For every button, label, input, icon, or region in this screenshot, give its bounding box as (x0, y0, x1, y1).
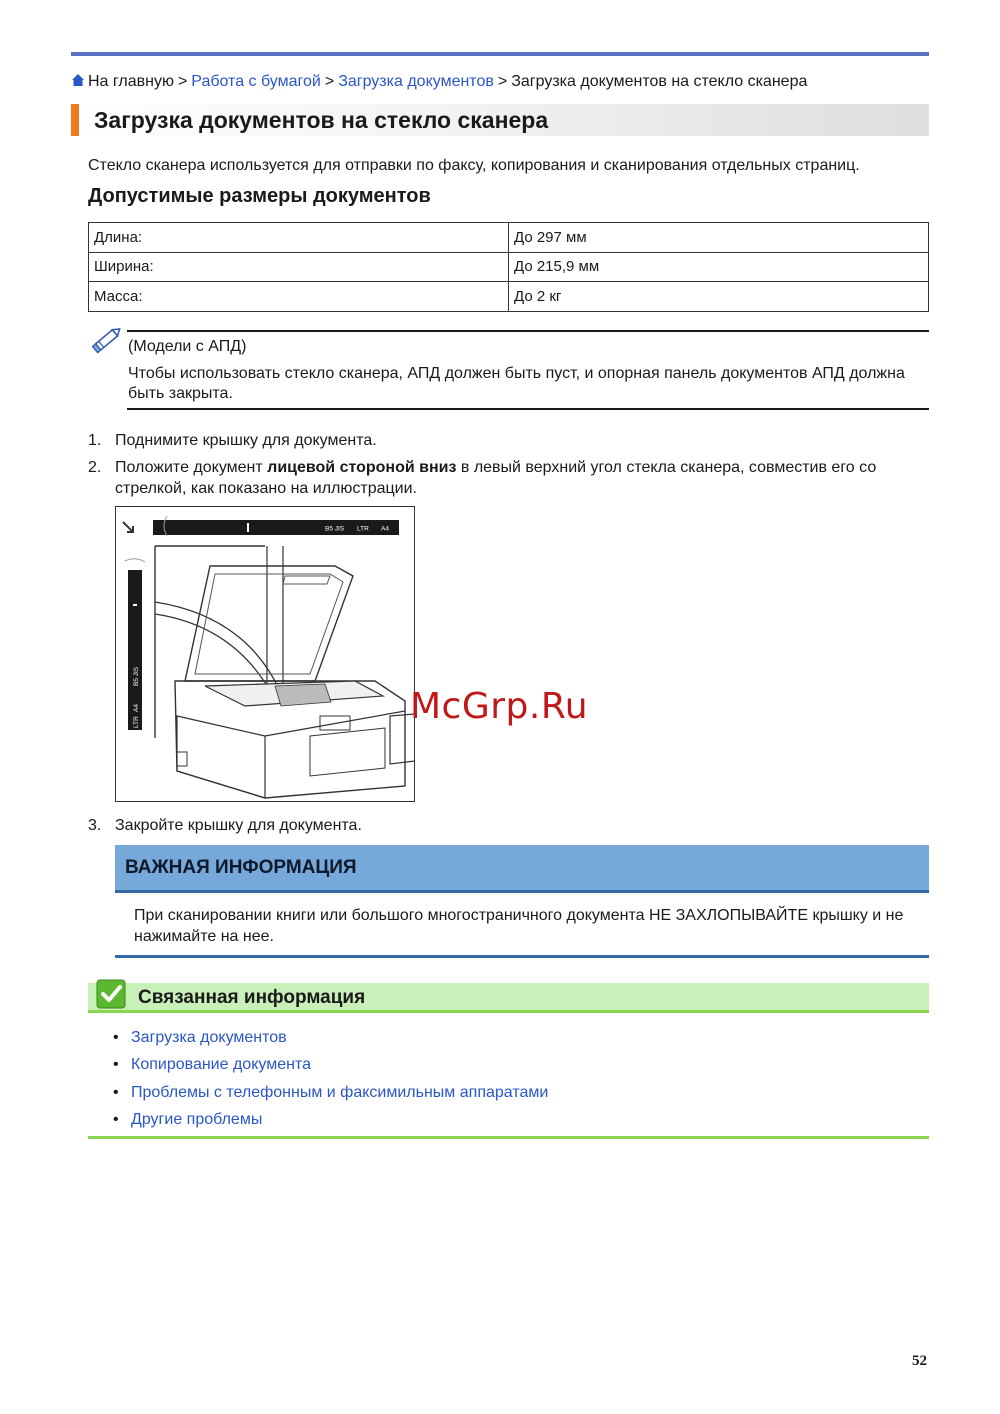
table-cell-value: До 297 мм (509, 223, 929, 253)
step-text: Закройте крышку для документа. (115, 817, 362, 834)
note-title: (Модели с АПД) (128, 338, 247, 355)
table-cell-value: До 215,9 мм (509, 252, 929, 282)
scale-label-b5-left: B5 JIS (133, 666, 140, 686)
note-top-rule (127, 330, 929, 332)
page-title: Загрузка документов на стекло сканера (94, 107, 549, 133)
step-text-bold: лицевой стороной вниз (267, 459, 457, 476)
check-icon (96, 979, 126, 1009)
title-accent (71, 104, 79, 136)
list-item (113, 1106, 548, 1133)
step-number: 1. (88, 432, 102, 449)
related-link[interactable]: Другие проблемы (131, 1110, 263, 1128)
scanner-illustration (115, 506, 415, 802)
important-heading-bar (115, 845, 929, 893)
home-icon[interactable] (71, 73, 85, 87)
list-item (113, 1079, 548, 1106)
page-number: 52 (912, 1353, 927, 1369)
scale-label-ltr: LTR (357, 525, 369, 533)
step-text-pre: Положите документ (115, 459, 268, 476)
sizes-heading: Допустимые размеры документов (88, 185, 431, 207)
related-heading: Связанная информация (138, 987, 366, 1008)
list-item (113, 1024, 548, 1051)
intro-text: Стекло сканера используется для отправки по факсу, копирования и сканирования отдельных страниц. (88, 157, 860, 174)
related-links (113, 1024, 548, 1133)
scale-label-b5: B5 JIS (325, 525, 345, 533)
scale-label-ltr-left: LTR (133, 716, 140, 728)
title-bar (71, 104, 929, 136)
table-cell-value: До 2 кг (509, 282, 929, 312)
related-link[interactable]: Загрузка документов (131, 1029, 287, 1046)
scale-label-a4: A4 (381, 525, 389, 533)
step-text: Поднимите крышку для документа. (115, 432, 377, 449)
step-number: 2. (88, 459, 102, 476)
table-row (89, 223, 929, 253)
step-text-post: в левый верхний угол стекла сканера, совместив его со стрелкой, как показано на иллюстрации. (115, 459, 877, 497)
table-row (89, 252, 929, 282)
note-bottom-rule (127, 408, 929, 410)
scale-label-a4-left: A4 (133, 704, 140, 712)
breadcrumb-current: Загрузка документов на стекло сканера (511, 73, 808, 90)
important-bottom-rule (115, 955, 929, 958)
note-body: Чтобы использовать стекло сканера, АПД должен быть пуст, и опорная панель документов АПД должна быть закрыта. (128, 365, 905, 402)
table-row (89, 282, 929, 312)
breadcrumb-separator: > (324, 73, 335, 90)
watermark: McGrp.Ru (410, 686, 589, 727)
sizes-table (88, 222, 929, 312)
breadcrumb-separator: > (497, 73, 508, 90)
breadcrumb-link-documents[interactable]: Загрузка документов (338, 73, 494, 90)
breadcrumb-link-paper[interactable]: Работа с бумагой (191, 73, 321, 90)
table-cell-label: Ширина: (89, 252, 509, 282)
breadcrumb (71, 72, 807, 92)
breadcrumb-separator: > (177, 73, 188, 90)
important-body: При сканировании книги или большого многостраничного документа НЕ ЗАХЛОПЫВАЙТЕ крышку и не нажимайте на нее. (134, 907, 904, 945)
related-bottom-rule (88, 1136, 929, 1139)
step-text (115, 457, 920, 499)
related-heading-bar (88, 983, 929, 1013)
pencil-icon (90, 322, 126, 358)
important-heading: ВАЖНАЯ ИНФОРМАЦИЯ (125, 857, 357, 878)
related-link[interactable]: Копирование документа (131, 1056, 311, 1074)
table-cell-label: Длина: (89, 223, 509, 253)
related-link[interactable]: Проблемы с телефонным и факсимильным аппаратами (131, 1083, 549, 1101)
list-item (113, 1051, 548, 1078)
top-rule (71, 52, 929, 56)
breadcrumb-home[interactable]: На главную (88, 73, 174, 90)
step-number: 3. (88, 817, 102, 834)
table-cell-label: Масса: (89, 282, 509, 312)
